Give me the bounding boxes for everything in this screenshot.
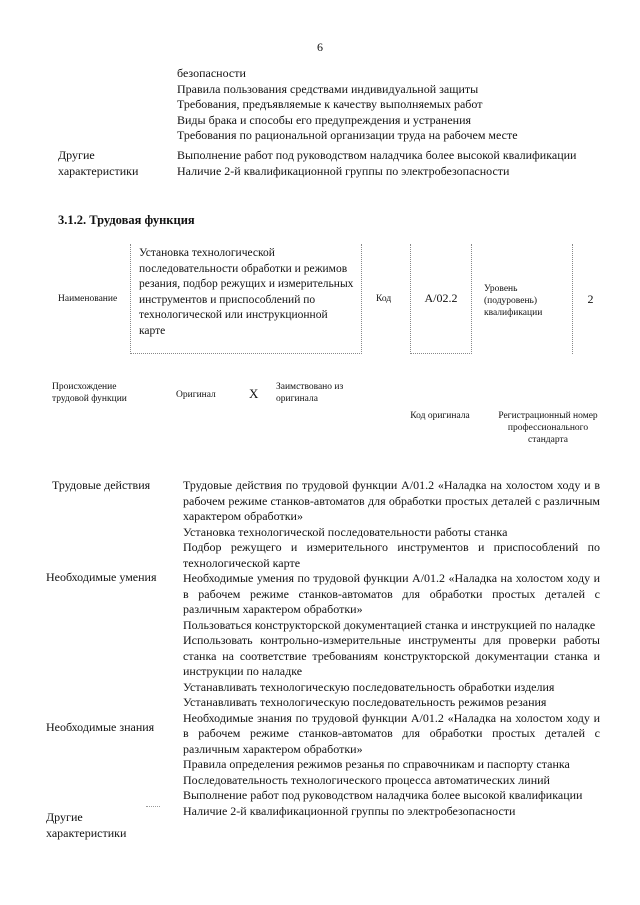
knowledge-item: Необходимые знания по трудовой функции А/01.2 «Наладка на холостом ходу и в рабочем режиме станков-автоматов для обработки простых деталей с различным характером обработки» [183, 710, 600, 756]
original-label: Оригинал [176, 390, 216, 400]
other-item: Выполнение работ под руководством наладчика более высокой квалификации [183, 788, 583, 802]
row-label-knowledge: Необходимые знания [46, 720, 155, 734]
level-value: 2 [587, 291, 594, 306]
level-label: Уровень (подуровень) квалификации [484, 284, 543, 318]
code-value: А/02.2 [424, 291, 458, 305]
top-items [177, 66, 602, 144]
page-number: 6 [317, 40, 323, 54]
skill-item: Использовать контрольно-измерительные инструменты для проверки работы станка на соответствие требованиям конструкторской документации станка и инструкции по наладке [183, 633, 600, 678]
top-other-item: Наличие 2-й квалификационной группы по электробезопасности [177, 163, 510, 178]
section-title: 3.1.2. Трудовая функция [58, 213, 195, 227]
action-item: Подбор режущего и измерительного инструментов и приспособлений по технологической карте [183, 540, 600, 570]
rows-content [183, 478, 600, 819]
level-box [572, 244, 608, 354]
top-item: безопасности [177, 66, 246, 80]
knowledge-item: Правила определения режимов резанья по справочникам и паспорту станка [183, 757, 570, 771]
code-box [410, 244, 472, 354]
action-item: Трудовые действия по трудовой функции А/01.2 «Наладка на холостом ходу и в рабочем режиме станков-автоматов для обработки простых деталей с различным характером обработки» [183, 478, 600, 523]
row-label-actions: Трудовые действия [52, 478, 151, 492]
top-other-item: Выполнение работ под руководством наладчика более высокой квалификации [177, 148, 577, 162]
top-item: Требования, предъявляемые к качеству выполняемых работ [177, 97, 483, 111]
borrowed-label: Заимствовано из оригинала [276, 382, 344, 404]
skill-item: Необходимые умения по трудовой функции А/01.2 «Наладка на холостом ходу и в рабочем режиме станков-автоматов для обработки простых деталей с различным характером обработки» [183, 571, 600, 616]
top-item: Виды брака и способы его предупреждения и устранения [177, 112, 472, 127]
function-name: Установка технологической последовательности обработки и режимов резания, подбор режущих и измерительных инструментов и приспособлений по технологической или инструкционной карте [139, 247, 354, 337]
function-name-box [130, 244, 362, 354]
top-other-items [177, 148, 602, 179]
original-mark: X [249, 386, 259, 401]
skill-item: Устанавливать технологическую последовательность обработки изделия [183, 679, 555, 694]
knowledge-item: Последовательность технологического процесса автоматических линий [183, 772, 550, 787]
top-other-label: Другие характеристики [58, 148, 139, 178]
skill-item: Устанавливать технологическую последовательность режимов резания [183, 695, 547, 709]
action-item: Установка технологической последовательности работы станка [183, 524, 508, 539]
code-original-label: Код оригинала [410, 411, 470, 421]
reg-number-label: Регистрационный номер профессионального стандарта [498, 411, 598, 445]
top-item: Требования по рациональной организации труда на рабочем месте [177, 128, 518, 142]
top-item: Правила пользования средствами индивидуальной защиты [177, 81, 479, 96]
origin-label: Происхождение трудовой функции [52, 382, 127, 404]
name-label: Наименование [58, 294, 118, 304]
row-label-skills: Необходимые умения [46, 570, 157, 584]
row-divider [146, 806, 160, 807]
code-label: Код [376, 294, 392, 304]
row-label-other: Другие характеристики [46, 810, 127, 840]
skill-item: Пользоваться конструкторской документацией станка и инструкцией по наладке [183, 617, 596, 632]
other-item: Наличие 2-й квалификационной группы по электробезопасности [183, 803, 516, 818]
